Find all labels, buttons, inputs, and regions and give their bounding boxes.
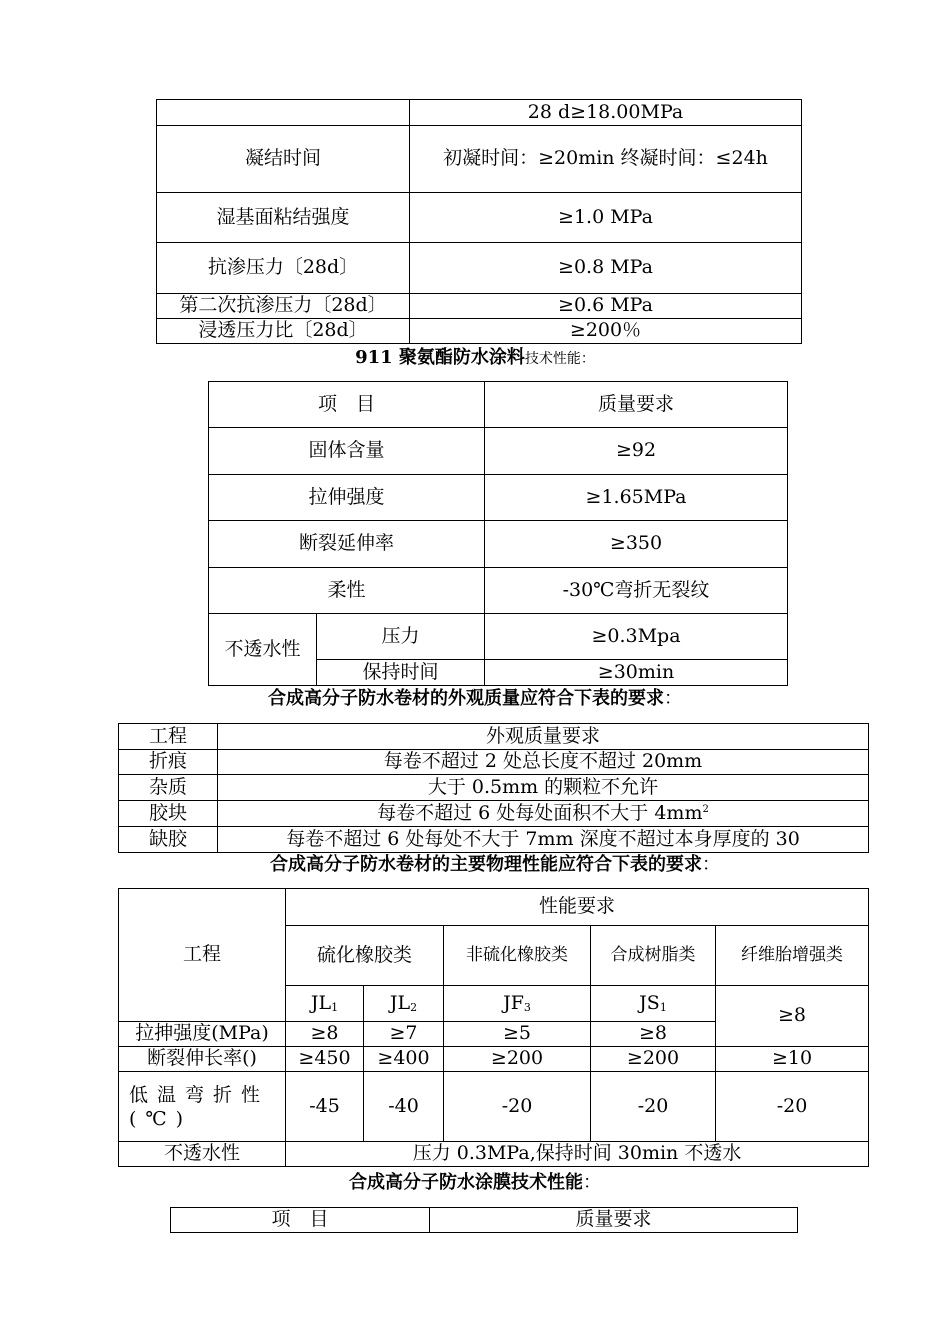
row-label: 固体含量 [209,428,485,475]
pressure-value: ≥0.3Mpa [485,614,788,660]
table-header-row [171,1208,798,1233]
table-row [119,775,869,801]
table-header-row [119,724,869,750]
code-base: JL [310,991,332,1014]
heading-colon: ： [583,1172,601,1193]
table-row [157,193,802,243]
row-value: ≥0.6 MPa [410,294,802,319]
table-cement-performance [156,99,802,344]
table-header-row [209,382,788,428]
code-sub: 1 [659,1000,667,1014]
row-value: ≥0.8 MPa [410,243,802,294]
code-base: JL [389,991,411,1014]
table-911-polyurethane [208,381,788,686]
row-value: ≥10 [716,1047,869,1072]
heading-suffix: 技术性能： [524,351,595,367]
row-value: ≥350 [485,521,788,568]
row-value: -45 [286,1072,364,1142]
table-row [119,1072,869,1142]
row-value: 每卷不超过 6 处每处不大于 7mm 深度不超过本身厚度的 30 [218,827,869,853]
table-row [119,827,869,853]
code-sub: 3 [523,1000,531,1014]
table-row [119,801,869,827]
table-appearance-quality [118,723,869,853]
value-superscript: 2 [702,803,709,815]
row-label: 湿基面粘结强度 [157,193,410,243]
row-label: 断裂伸长率() [119,1047,286,1072]
row-value: 初凝时间：≥20min 终凝时间：≤24h [410,126,802,193]
code-sub: 2 [410,1000,418,1014]
row-value: ≥92 [485,428,788,475]
heading-main: 911 聚氨酯防水涂料 [355,347,525,368]
row-value: ≥1.0 MPa [410,193,802,243]
row-value: -20 [716,1072,869,1142]
header-requirement: 质量要求 [485,382,788,428]
table-row [209,614,788,660]
row-value: ≥450 [286,1047,364,1072]
code-jl2 [364,986,444,1022]
table-coating-performance [170,1207,798,1233]
code-jf3 [444,986,591,1022]
row-value: ≥200 [444,1047,591,1072]
header-requirement: 外观质量要求 [218,724,869,750]
row-value: ≥5 [444,1022,591,1047]
table-row [119,1047,869,1072]
table-row [209,521,788,568]
row-value [218,801,869,827]
category-non-vulcanized: 非硫化橡胶类 [444,926,591,986]
table-header-row [119,889,869,926]
row-value: 每卷不超过 2 处总长度不超过 20mm [218,750,869,775]
time-label: 保持时间 [317,660,485,686]
table-row [209,568,788,614]
row-value: -40 [364,1072,444,1142]
row-label: 拉伸强度 [209,475,485,521]
header-requirement: 质量要求 [430,1208,798,1233]
row-label: 凝结时间 [157,126,410,193]
section-heading-911 [0,347,950,370]
row-label: 断裂延伸率 [209,521,485,568]
row-label: 折痕 [119,750,218,775]
row-label: 不透水性 [119,1142,286,1167]
header-item: 项 目 [171,1208,430,1233]
heading-main: 合成高分子防水涂膜技术性能 [349,1172,583,1193]
table-row [209,475,788,521]
table-row [157,243,802,294]
time-value: ≥30min [485,660,788,686]
row-value: ≥1.65MPa [485,475,788,521]
heading-colon: ： [664,688,682,709]
row-value: 大于 0.5mm 的颗粒不允许 [218,775,869,801]
table-row [157,319,802,344]
row-label [157,100,410,126]
code-sub: 1 [331,1000,339,1014]
code-base: JS [639,991,660,1014]
item-header: 工程 [119,889,286,1022]
row-label: 浸透压力比〔28d〕 [157,319,410,344]
row-value: ≥200％ [410,319,802,344]
category-vulcanized: 硫化橡胶类 [286,926,444,986]
row-label: 低温弯折性(℃) [119,1072,286,1142]
perf-header: 性能要求 [286,889,869,926]
heading-main: 合成高分子防水卷材的主要物理性能应符合下表的要求 [270,854,702,875]
heading-colon: ： [702,854,720,875]
code-base: JF [503,991,524,1014]
row-label: 缺胶 [119,827,218,853]
category-resin: 合成树脂类 [591,926,716,986]
row-label: 抗渗压力〔28d〕 [157,243,410,294]
table-row [209,428,788,475]
row-label: 第二次抗渗压力〔28d〕 [157,294,410,319]
row-value: ≥8 [591,1022,716,1047]
table-row [119,750,869,775]
row-value: -20 [591,1072,716,1142]
row-value: ≥400 [364,1047,444,1072]
row-label: 拉抻强度(MPa) [119,1022,286,1047]
row-value: 压力 0.3MPa,保持时间 30min 不透水 [286,1142,869,1167]
table-row [157,126,802,193]
section-heading-appearance [0,688,950,710]
table-row [157,294,802,319]
code-jl1 [286,986,364,1022]
row-value: ≥7 [364,1022,444,1047]
value-text: 每卷不超过 6 处每处面积不大于 4mm [377,801,703,824]
section-heading-physical [0,854,950,876]
code-js1 [591,986,716,1022]
row-value: ≥200 [591,1047,716,1072]
row-value: -30℃弯折无裂纹 [485,568,788,614]
impermeability-label: 不透水性 [209,614,317,686]
table-physical-properties [118,888,869,1167]
table-row [119,1142,869,1167]
table-row [157,100,802,126]
category-fiber: 纤维胎增强类 [716,926,869,986]
row-label: 杂质 [119,775,218,801]
row-value: ≥8 [286,1022,364,1047]
heading-main: 合成高分子防水卷材的外观质量应符合下表的要求 [268,688,664,709]
pressure-label: 压力 [317,614,485,660]
row-label: 胶块 [119,801,218,827]
row-label: 柔性 [209,568,485,614]
row-value: 28 d≥18.00MPa [410,100,802,126]
row-value: -20 [444,1072,591,1142]
header-item: 工程 [119,724,218,750]
header-item: 项 目 [209,382,485,428]
fiber-top-value: ≥8 [716,986,869,1047]
section-heading-coating [0,1172,950,1194]
